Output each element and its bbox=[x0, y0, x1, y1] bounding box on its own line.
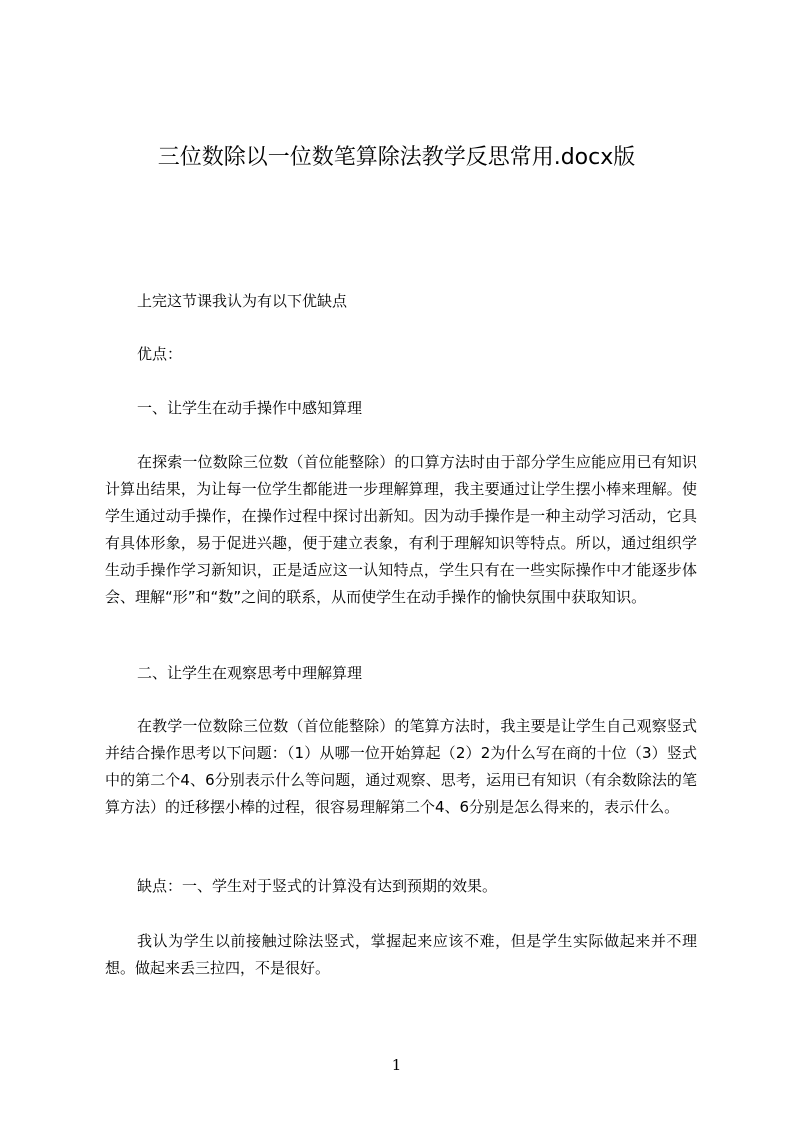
heading-disadvantages: 缺点：一、学生对于竖式的计算没有达到预期的效果。 bbox=[137, 877, 498, 895]
page-number: 1 bbox=[391, 1056, 402, 1074]
document-title: 三位数除以一位数笔算除法教学反思常用.docx版 bbox=[157, 145, 636, 170]
heading-section-2: 二、让学生在观察思考中理解算理 bbox=[137, 664, 363, 682]
heading-section-1: 一、让学生在动手操作中感知算理 bbox=[137, 399, 363, 417]
paragraph-section-2-body: 在教学一位数除三位数（首位能整除）的笔算方法时，我主要是让学生自己观察竖式并结合操作思考以下问题：（1）从哪一位开始算起（2）2为什么写在商的十位（3）竖式中的第二个4、6分别表示什么等问题，通过观察、思考，运用已有知识（有余数除法的笔算方法）的迁移摆小棒的过程，很容易理解第二个4、6分别是怎么得来的，表示什么。 bbox=[105, 717, 697, 816]
heading-advantages: 优点： bbox=[137, 345, 183, 363]
paragraph-intro: 上完这节课我认为有以下优缺点 bbox=[137, 292, 348, 310]
paragraph-disadvantages-body: 我认为学生以前接触过除法竖式，掌握起来应该不难，但是学生实际做起来并不理想。做起来丢三拉四，不是很好。 bbox=[105, 932, 697, 977]
paragraph-section-1-body: 在探索一位数除三位数（首位能整除）的口算方法时由于部分学生应能应用已有知识计算出结果，为让每一位学生都能进一步理解算理，我主要通过让学生摆小棒来理解。使学生通过动手操作，在操作过程中探讨出新知。因为动手操作是一种主动学习活动，它具有具体形象，易于促进兴趣，便于建立表象，有利于理解知识等特点。所以，通过组织学生动手操作学习新知识，正是适应这一认知特点，学生只有在一些实际操作中才能逐步体会、理解“形”和“数”之间的联系，从而使学生在动手操作的愉快氛围中获取知识。 bbox=[105, 453, 697, 606]
